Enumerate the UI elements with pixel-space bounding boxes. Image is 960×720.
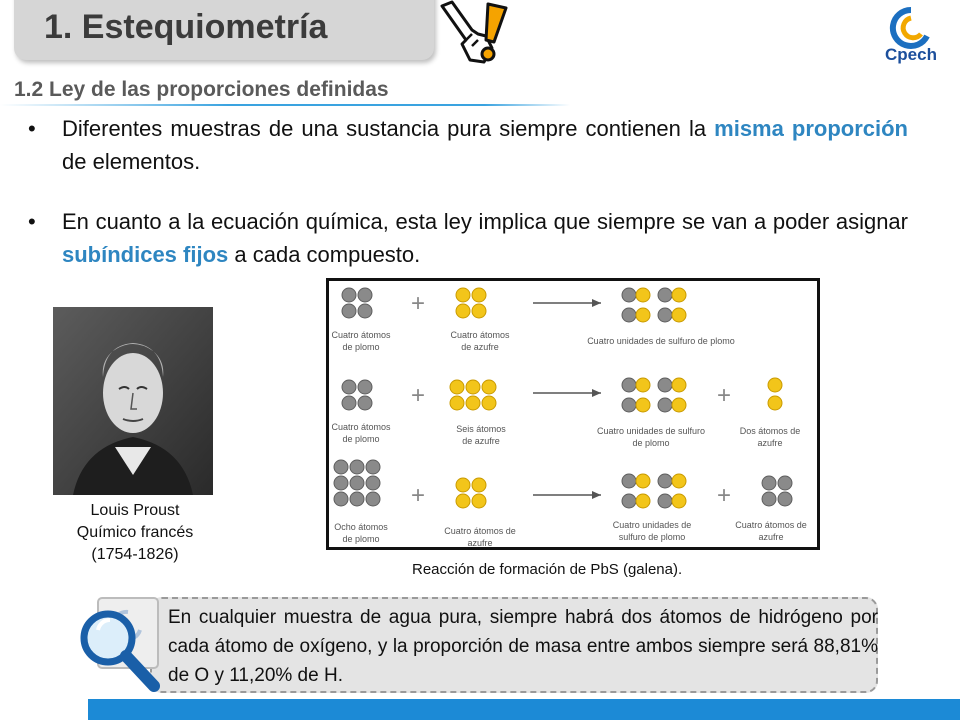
- row1-product-label: Cuatro unidades de sulfuro de plomo: [587, 336, 735, 346]
- row3-middle-label: Cuatro átomos de azufre: [444, 526, 516, 548]
- lead-atom: [358, 288, 372, 302]
- lead-atom: [658, 308, 672, 322]
- sulfur-atom: [456, 478, 470, 492]
- row2-middle-label: Seis átomos de azufre: [456, 424, 506, 446]
- lead-atom: [342, 304, 356, 318]
- lead-atom: [622, 474, 636, 488]
- lead-atom: [762, 476, 776, 490]
- lead-atom: [658, 398, 672, 412]
- section-subtitle: 1.2 Ley de las proporciones definidas: [14, 78, 389, 101]
- bullet-text-part: a cada compuesto.: [228, 242, 421, 267]
- lead-atom: [358, 396, 372, 410]
- row1-middle-label: Cuatro átomos de azufre: [450, 330, 510, 352]
- lead-atom: [622, 378, 636, 392]
- row3-excess-label: Cuatro átomos de azufre: [735, 520, 807, 542]
- highlight-text: subíndices fijos: [62, 242, 229, 267]
- lead-atom: [622, 308, 636, 322]
- lead-atom: [658, 378, 672, 392]
- sulfur-atom: [672, 398, 686, 412]
- row2-left-label: Cuatro átomos de plomo: [331, 422, 391, 444]
- sulfur-atom: [456, 494, 470, 508]
- sulfur-atom: [450, 396, 464, 410]
- sulfur-atom: [672, 308, 686, 322]
- lead-atom: [334, 492, 348, 506]
- sulfur-atom: [472, 288, 486, 302]
- lead-atom: [778, 492, 792, 506]
- arrow-head: [592, 299, 601, 307]
- row3-left-label: Ocho átomos de plomo: [334, 522, 388, 544]
- lead-atom: [366, 460, 380, 474]
- lead-atom: [658, 494, 672, 508]
- plus-sign: +: [717, 482, 732, 509]
- sulfur-atom: [482, 380, 496, 394]
- row3-product-label: Cuatro unidades de sulfuro de plomo: [612, 520, 692, 542]
- sulfur-atom: [472, 494, 486, 508]
- note-text: En cualquier muestra de agua pura, siempre habrá dos átomos de hidrógeno por cada átomo de oxígeno, y la proporción de masa entre ambos siempre será 88,81% de O y 11,20% de H.: [168, 607, 878, 686]
- bullet-text-part: de elementos.: [62, 149, 201, 174]
- sulfur-atom: [636, 398, 650, 412]
- lead-atom: [658, 474, 672, 488]
- sulfur-atom: [672, 288, 686, 302]
- sulfur-atom: [768, 396, 782, 410]
- lead-atom: [658, 288, 672, 302]
- sulfur-atom: [456, 288, 470, 302]
- page-title: 1. Estequiometría: [44, 8, 328, 46]
- proust-portrait-image: [53, 307, 213, 495]
- lead-atom: [342, 288, 356, 302]
- sulfur-atom: [636, 494, 650, 508]
- lead-atom: [350, 476, 364, 490]
- bullet-item-1: [28, 112, 908, 178]
- bullet-text: [62, 112, 908, 178]
- reaction-diagram-graphics: [329, 281, 817, 547]
- cpech-logo: [878, 4, 944, 68]
- portrait-name: Louis Proust: [90, 502, 180, 519]
- logo-text: Cpech: [885, 45, 937, 64]
- lead-atom: [350, 460, 364, 474]
- sulfur-atom: [636, 474, 650, 488]
- lead-atom: [342, 396, 356, 410]
- row2-product-label: Cuatro unidades de sulfuro de plomo: [596, 426, 706, 448]
- lead-atom: [622, 494, 636, 508]
- sulfur-atom: [472, 304, 486, 318]
- bullet-item-2: [28, 205, 908, 271]
- lead-atom: [622, 288, 636, 302]
- arrow-head: [592, 389, 601, 397]
- sulfur-atom: [636, 378, 650, 392]
- lead-atom: [622, 398, 636, 412]
- magnifier-icon: [72, 590, 172, 694]
- plus-sign: +: [411, 290, 426, 317]
- plus-sign: +: [717, 382, 732, 409]
- portrait-role: Químico francés: [76, 524, 194, 541]
- bullet-dot: •: [28, 209, 36, 234]
- lead-atom: [350, 492, 364, 506]
- bullet-text-part: Diferentes muestras de una sustancia pura siempre contienen la: [62, 116, 715, 141]
- bullet-text: [62, 205, 908, 271]
- lead-atom: [762, 492, 776, 506]
- reaction-diagram: [326, 278, 820, 550]
- sulfur-atom: [768, 378, 782, 392]
- subtitle-divider: [0, 104, 570, 106]
- sulfur-atom: [482, 396, 496, 410]
- diagram-caption: Reacción de formación de PbS (galena).: [412, 561, 683, 578]
- sulfur-atom: [450, 380, 464, 394]
- lead-atom: [358, 304, 372, 318]
- highlight-text: misma proporción: [714, 116, 908, 141]
- lead-atom: [334, 460, 348, 474]
- lead-atom: [334, 476, 348, 490]
- plus-sign: +: [411, 482, 426, 509]
- lead-atom: [358, 380, 372, 394]
- arrow-head: [592, 491, 601, 499]
- lead-atom: [778, 476, 792, 490]
- row2-excess-label: Dos átomos de azufre: [739, 426, 801, 448]
- portrait-caption: [45, 500, 225, 566]
- sulfur-atom: [456, 304, 470, 318]
- bullet-dot: •: [28, 116, 36, 141]
- footer-bar: [88, 699, 960, 720]
- bullet-text-part: En cuanto a la ecuación química, esta ley implica que siempre se van a poder asignar: [62, 209, 908, 234]
- sulfur-atom: [672, 474, 686, 488]
- sulfur-atom: [636, 308, 650, 322]
- sulfur-atom: [672, 378, 686, 392]
- sulfur-atom: [636, 288, 650, 302]
- lead-atom: [366, 492, 380, 506]
- sulfur-atom: [672, 494, 686, 508]
- row1-left-label: Cuatro átomos de plomo: [331, 330, 391, 352]
- pointing-hand-icon: [432, 0, 512, 72]
- lead-atom: [366, 476, 380, 490]
- plus-sign: +: [411, 382, 426, 409]
- portrait-years: (1754-1826): [91, 546, 179, 563]
- lead-atom: [342, 380, 356, 394]
- sulfur-atom: [466, 380, 480, 394]
- sulfur-atom: [472, 478, 486, 492]
- sulfur-atom: [466, 396, 480, 410]
